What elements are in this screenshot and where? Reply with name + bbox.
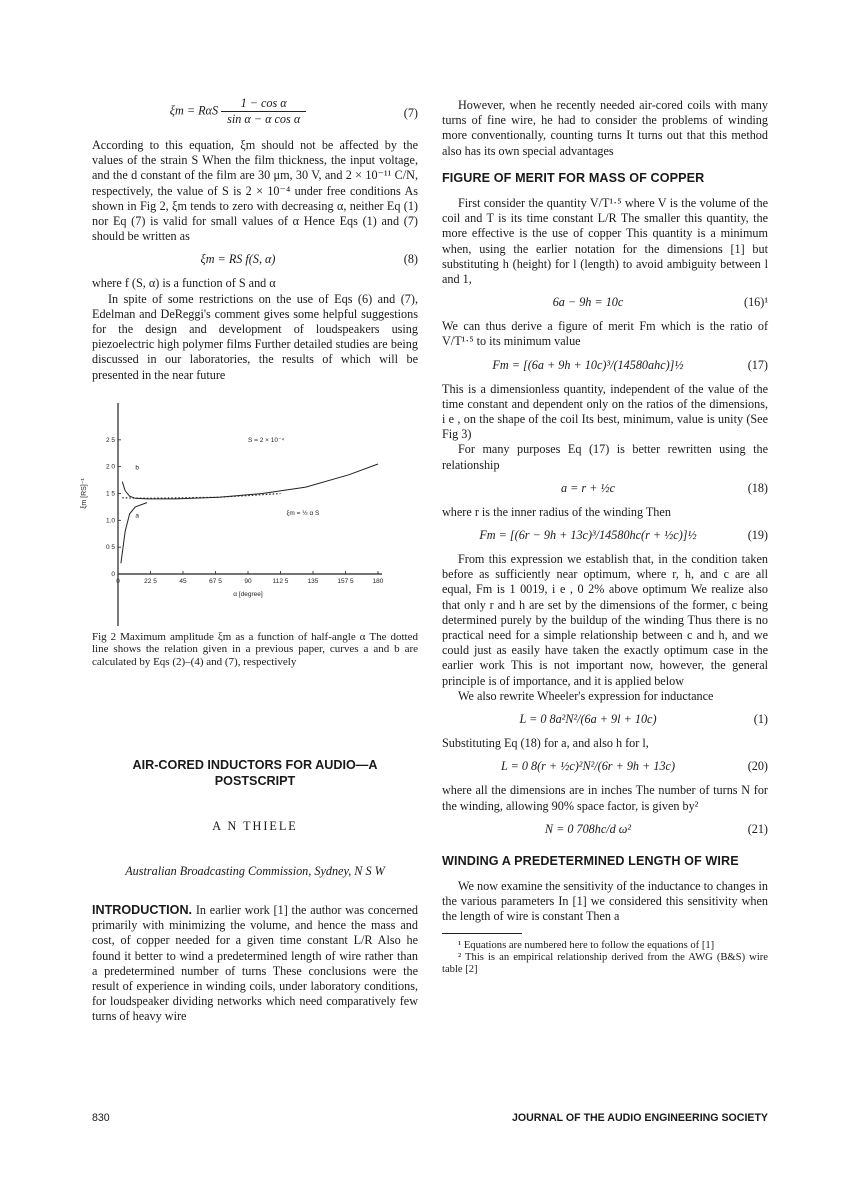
x-tick-label: 135 — [307, 577, 319, 585]
x-tick-label: 67 5 — [209, 577, 222, 585]
eq7-numerator: 1 − cos α — [221, 96, 306, 112]
section-heading-figure-of-merit: FIGURE OF MERIT FOR MASS OF COPPER — [442, 170, 705, 185]
y-tick-label: 1 5 — [105, 490, 115, 498]
paragraph: This is a dimensionless quantity, independent of the value of the time constant and dependent only on the ratios of the dimensions, i e , on the shape of the coil Its best, minimum, value is unity (See Fig 3) — [442, 381, 768, 442]
equation-16 — [442, 291, 768, 315]
eq19-body: Fm = [(6r − 9h + 13c)³/14580hc(r + ½c)]½ — [479, 528, 697, 543]
article-author: A N THIELE — [212, 818, 298, 833]
article-affiliation: Australian Broadcasting Commission, Sydney, N S W — [125, 863, 385, 878]
y-tick-label: 1.0 — [105, 517, 115, 525]
article-title: AIR-CORED INDUCTORS FOR AUDIO—A POSTSCRIPT — [132, 757, 378, 788]
paragraph: However, when he recently needed air-cored coils with many turns of fine wire, he had to consider the problems of winding more conventionally, counting turns It turns out that this method also has its own special advantages — [442, 98, 768, 158]
series-line-a — [121, 502, 147, 563]
x-tick-label: 45 — [179, 577, 187, 585]
equation-19 — [442, 524, 768, 548]
paragraph: First consider the quantity V/T¹·⁵ where V is the volume of the coil and T is its time constant L/R The smaller this quantity, the more effective is the use of copper This quantity is a minimum when, using the earlier notation for the dimensions [1] but substituting h (height) for l (length) to avoid ambiguity between l and 1, — [442, 196, 768, 287]
eq18-body: a = r + ½c — [560, 480, 616, 495]
series-line-b — [122, 464, 378, 499]
annotation-formula: ξm = ½ α S — [286, 509, 320, 517]
x-tick-label: 0 — [116, 577, 120, 585]
y-tick-label: 0 — [111, 570, 115, 578]
page-number: 830 — [92, 1112, 110, 1124]
equation-20 — [442, 755, 768, 779]
section-heading-winding: WINDING A PREDETERMINED LENGTH OF WIRE — [442, 853, 739, 868]
eq21-body: N = 0 708hc/d ω² — [544, 821, 632, 836]
introduction-paragraph — [92, 903, 418, 1025]
paragraph: In spite of some restrictions on the use of Eqs (6) and (7), Edelman and DeReggi's comment gives some helpful suggestions for the design and development of loudspeakers using piezoelectric high polymer films Further detailed studies are being discussed in our laboratories, the results of which will be presented in the near future — [92, 291, 418, 382]
left-column — [81, 92, 418, 1025]
paragraph: where f (S, α) is a function of S and α — [92, 276, 276, 291]
introduction-text: In earlier work [1] the author was concerned primarily with minimizing the volume, and hence the mass and cost, of copper needed for a given time constant L/R Also he found it better to wind a predetermined length of wire rather than a predetermined number of turns These conclusions were the result of experience in winding coils, under laboratory conditions, for loudspeaker dividing networks which need comparatively few turns of heavy wire — [92, 903, 418, 1024]
eq20-number: (20) — [747, 759, 768, 774]
equation-18 — [442, 477, 768, 501]
x-tick-label: 157 5 — [337, 577, 354, 585]
eq16-body: 6a − 9h = 10c — [552, 295, 624, 310]
footnote-rule — [442, 933, 522, 934]
y-tick-label: 2 5 — [105, 436, 115, 444]
footnote-1: ¹ Equations are numbered here to follow the equations of [1] — [458, 939, 715, 951]
paragraph: Substituting Eq (18) for a, and also h for l, — [442, 736, 649, 751]
journal-name: JOURNAL OF THE AUDIO ENGINEERING SOCIETY — [511, 1112, 768, 1124]
annotation-a: a — [135, 512, 139, 520]
eq20-body: L = 0 8(r + ½c)²N²/(6r + 9h + 13c) — [500, 759, 676, 774]
paragraph: We now examine the sensitivity of the inductance to changes in the various parameters In [1] we considered this sensitivity when the length of wire is constant Then a — [442, 878, 768, 924]
equation-21 — [442, 818, 768, 842]
eq7-fraction — [221, 96, 306, 127]
eq1-body: L = 0 8a²N²/(6a + 9l + 10c) — [519, 712, 657, 727]
right-column — [442, 98, 768, 977]
eq17-number: (17) — [747, 357, 768, 372]
equation-1 — [442, 708, 768, 732]
y-tick-label: 2 0 — [105, 463, 115, 471]
eq16-number: (16)¹ — [744, 295, 768, 310]
eq1-number: (1) — [753, 712, 768, 727]
annotation-strain: S = 2 × 10⁻⁴ — [248, 436, 285, 444]
eq8-number: (8) — [403, 252, 418, 267]
eq7-denominator: sin α − α cos α — [227, 112, 301, 127]
paragraph: where all the dimensions are in inches The number of turns N for the winding, allowing 90% space factor, is given by² — [442, 783, 768, 813]
paragraph: We can thus derive a figure of merit Fm which is the ratio of V/T¹·⁵ to its minimum value — [442, 319, 768, 349]
paragraph: For many purposes Eq (17) is better rewritten using the relationship — [442, 442, 768, 472]
introduction-heading: INTRODUCTION. — [92, 903, 193, 918]
x-tick-label: 180 — [372, 577, 384, 585]
equation-8 — [92, 248, 418, 272]
equation-7 — [92, 96, 418, 132]
x-tick-label: 22 5 — [144, 577, 157, 585]
figure-caption: Fig 2 Maximum amplitude ξm as a function of half-angle α The dotted line shows the relation given in a previous paper, curves a and b are calculated by Eqs (2)–(4) and (7), respectively — [92, 630, 418, 669]
paragraph: According to this equation, ξm should not be affected by the values of the strain S When the film thickness, the input voltage, and the d constant of the film are 30 μm, 30 V, and 2 × 10⁻¹¹ C/N, respectively, the value of S is 2 × 10⁻⁴ under free conditions As shown in Fig 2, ξm tends to zero with decreasing α, neither Eq (1) nor Eq (7) is valid for small values of α Hence Eqs (1) and (7) should be written as — [92, 138, 418, 244]
x-axis-label: α [degree] — [233, 590, 263, 598]
eq17-body: Fm = [(6a + 9h + 10c)³/(14580ahc)]½ — [492, 357, 684, 372]
eq19-number: (19) — [747, 528, 768, 543]
figure-2-chart — [68, 399, 394, 629]
footnote-2: ² This is an empirical relationship derived from the AWG (B&S) wire table [2] — [442, 951, 768, 976]
paragraph: where r is the inner radius of the winding Then — [442, 504, 671, 519]
eq8-body: ξm = RS f(S, α) — [200, 252, 276, 267]
paragraph: From this expression we establish that, in the condition taken before as sufficiently near optimum, where r, h, and c are all equal, Fm is 1 0019, i e , 0 2% above optimum We realize also that only r and h are set by the dimensions of the former, c being determined purely by the buildup of the winding Thus there is no practical need for a simple relationship between c and h, and we could just as easily have taken the exactly optimum case in the earlier work This is not important now, however, the general principle is of importance, and it is applied below — [442, 552, 768, 688]
y-axis-label: ξm [RS]⁻¹ — [81, 478, 88, 509]
x-tick-label: 90 — [244, 577, 252, 585]
y-tick-label: 0 5 — [105, 544, 115, 552]
eq21-number: (21) — [747, 821, 768, 836]
eq7-number: (7) — [403, 106, 418, 120]
equation-17 — [442, 354, 768, 378]
x-tick-label: 112 5 — [272, 577, 289, 585]
annotation-b: b — [135, 464, 139, 472]
eq7-lhs: ξm = RαS — [169, 103, 219, 118]
eq18-number: (18) — [747, 480, 768, 495]
paragraph: We also rewrite Wheeler's expression for inductance — [458, 688, 714, 703]
